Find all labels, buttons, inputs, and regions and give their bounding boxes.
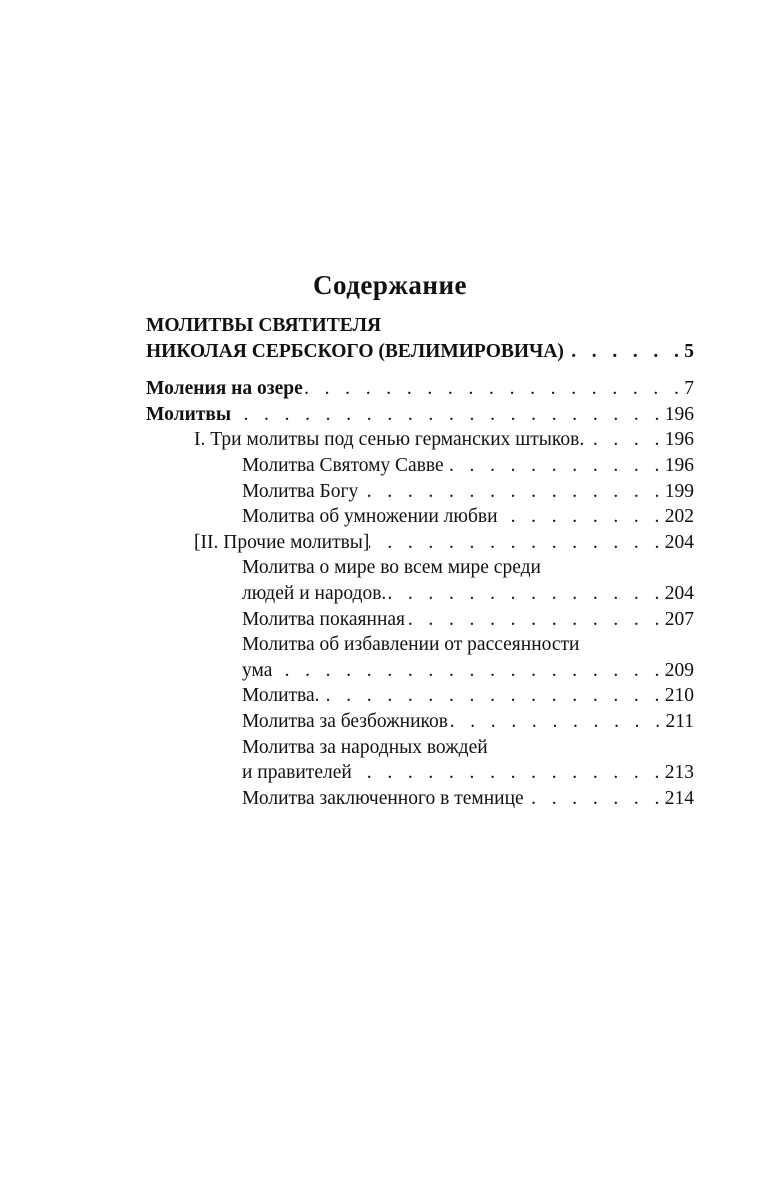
toc-entry-mire bbox=[146, 581, 694, 607]
toc-entry-bogu bbox=[146, 479, 694, 505]
toc-page-number: 204 bbox=[664, 582, 694, 604]
dot-leader bbox=[448, 709, 665, 735]
toc-page-number: 202 bbox=[664, 506, 694, 528]
dot-leader bbox=[584, 427, 665, 453]
toc-entry-molenia bbox=[146, 376, 694, 402]
toc-entry-lyubvi bbox=[146, 504, 694, 530]
toc-entry-main-line1: МОЛИТВЫ СВЯТИТЕЛЯ bbox=[146, 315, 382, 336]
toc-entry-savva bbox=[146, 453, 694, 479]
toc-page-number: 196 bbox=[664, 454, 694, 476]
table-of-contents bbox=[146, 313, 694, 811]
toc-entry-bezbozhniki bbox=[146, 709, 694, 735]
dot-leader bbox=[231, 402, 665, 428]
toc-entry-title: Молитва. bbox=[242, 685, 320, 707]
toc-entry-mire-line1: Молитва о мире во всем мире среди bbox=[242, 557, 541, 579]
toc-entry-pokayannaya bbox=[146, 607, 694, 633]
toc-entry-title: ума bbox=[242, 659, 273, 681]
dot-leader bbox=[358, 479, 665, 505]
toc-page-number: 204 bbox=[664, 531, 694, 553]
toc-entry-main bbox=[146, 339, 694, 365]
toc-page-number: 5 bbox=[684, 340, 694, 362]
toc-entry-vozhdi bbox=[146, 760, 694, 786]
page-title: Содержание bbox=[312, 270, 468, 300]
dot-leader bbox=[405, 607, 665, 633]
toc-entry-rasseyannost bbox=[146, 658, 694, 684]
toc-page-number: 214 bbox=[664, 787, 694, 809]
toc-page-number: 213 bbox=[664, 762, 694, 784]
toc-entry-three-prayers bbox=[146, 427, 694, 453]
toc-entry-title: I. Три молитвы под сенью германских штыков. bbox=[194, 429, 585, 451]
toc-entry-prochie bbox=[146, 530, 694, 556]
toc-entry-temnitsa bbox=[146, 786, 694, 812]
toc-entry-molitva bbox=[146, 683, 694, 709]
toc-entry-title: НИКОЛАЯ СЕРБСКОГО (ВЕЛИМИРОВИЧА) bbox=[146, 340, 564, 362]
toc-entry-title: [II. Прочие молитвы] bbox=[194, 531, 370, 553]
dot-leader bbox=[352, 760, 665, 786]
toc-entry-title: Молитва об умножении любви bbox=[242, 506, 498, 528]
toc-entry-title: и правителей bbox=[242, 762, 352, 784]
dot-leader bbox=[386, 581, 664, 607]
dot-leader bbox=[320, 683, 665, 709]
dot-leader bbox=[369, 530, 664, 556]
toc-entry-vozhdi-line1: Молитва за народных вождей bbox=[242, 736, 488, 758]
toc-entry-title: людей и народов. bbox=[242, 582, 387, 604]
toc-entry-title: Молитва за безбожников bbox=[242, 710, 448, 732]
dot-leader bbox=[524, 786, 665, 812]
toc-page-number: 209 bbox=[664, 659, 694, 681]
dot-leader bbox=[564, 339, 684, 365]
spacer bbox=[146, 364, 694, 376]
toc-entry-title: Молитва Святому Савве bbox=[242, 454, 444, 476]
toc-page-number: 7 bbox=[684, 378, 694, 400]
toc-page-number: 196 bbox=[664, 403, 694, 425]
toc-page-number: 211 bbox=[665, 710, 694, 732]
toc-entry-title: Молитва заключенного в темнице bbox=[242, 787, 524, 809]
toc-entry-title: Молитвы bbox=[146, 403, 232, 425]
dot-leader bbox=[272, 658, 664, 684]
toc-entry-rasseyannost-line1: Молитва об избавлении от рассеянности bbox=[242, 634, 580, 656]
toc-entry-title: Моления на озере bbox=[146, 378, 303, 400]
toc-entry-molitvy bbox=[146, 402, 694, 428]
dot-leader bbox=[498, 504, 665, 530]
toc-page-number: 207 bbox=[664, 608, 694, 630]
dot-leader bbox=[303, 376, 685, 402]
toc-page-number: 210 bbox=[664, 685, 694, 707]
toc-entry-title: Молитва покаянная bbox=[242, 608, 405, 630]
toc-page-number: 196 bbox=[664, 429, 694, 451]
toc-page-number: 199 bbox=[664, 480, 694, 502]
dot-leader bbox=[444, 453, 665, 479]
toc-entry-title: Молитва Богу bbox=[242, 480, 359, 502]
